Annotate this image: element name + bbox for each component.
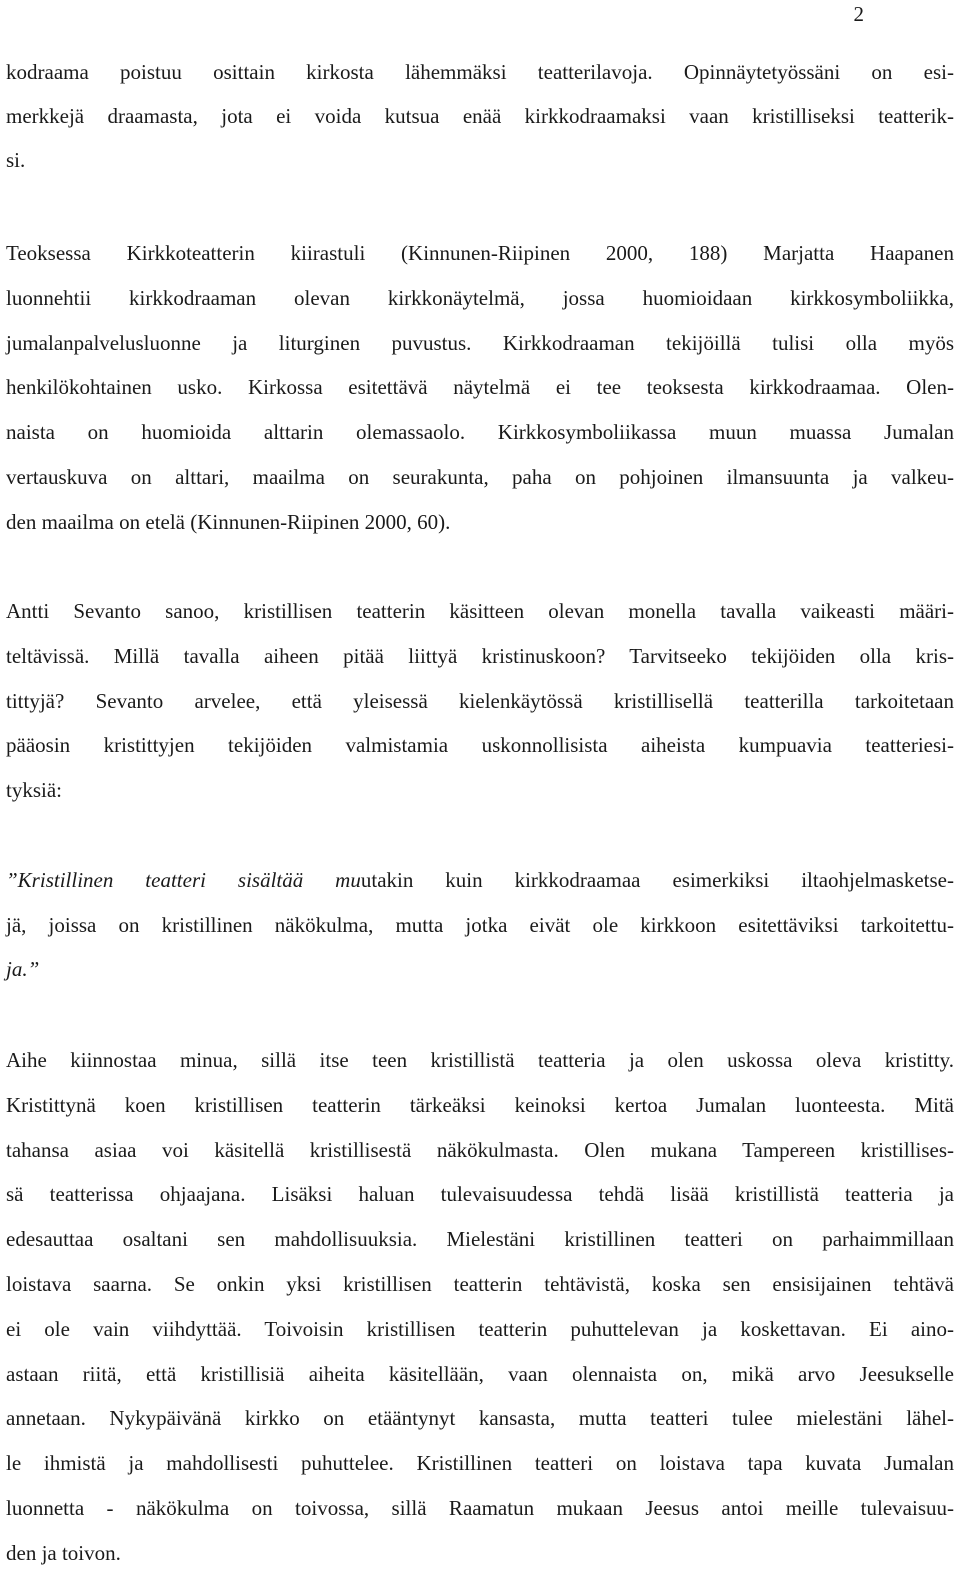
text-line: le ihmistä ja mahdollisesti puhuttelee. Kristillinen teatteri on loistava tapa kuvata Jumalan [6, 1451, 954, 1475]
text-line: loistava saarna. Se onkin yksi kristillisen teatterin tehtävistä, koska sen ensisijainen tehtävä [6, 1272, 954, 1296]
quote-italic-text: ”Kristillinen teatteri sisältää mu [6, 868, 361, 892]
text-line: tahansa asiaa voi käsitellä kristillisestä näkökulmasta. Olen mukana Tampereen kristillises- [6, 1138, 954, 1162]
text-line: luonnetta - näkökulma on toivossa, sillä Raamatun mukaan Jeesus antoi meille tulevaisuu- [6, 1496, 954, 1520]
text-line: vertauskuva on alttari, maailma on seurakunta, paha on pohjoinen ilmansuunta ja valkeu- [6, 465, 954, 489]
text-line: Kristittynä koen kristillisen teatterin tärkeäksi keinoksi kertoa Jumalan luonteesta. Mitä [6, 1093, 954, 1117]
text-line: merkkejä draamasta, jota ei voida kutsua enää kirkkodraamaksi vaan kristilliseksi teatterik- [6, 104, 954, 128]
quote-line [6, 866, 954, 894]
text-line: tittyjä? Sevanto arvelee, että yleisessä kielenkäytössä kristillisellä teatterilla tarkoitetaan [6, 689, 954, 713]
text-line: ei ole vain viihdyttää. Toivoisin kristillisen teatterin puhuttelevan ja koskettavan. Ei aino- [6, 1317, 954, 1341]
text-line: annetaan. Nykypäivänä kirkko on etääntynyt kansasta, mutta teatteri tulee mielestäni lähel- [6, 1406, 954, 1430]
quote-line [6, 955, 954, 983]
text-line: den maailma on etelä (Kinnunen-Riipinen 2000, 60). [6, 510, 451, 534]
quote-line: jä, joissa on kristillinen näkökulma, mutta jotka eivät ole kirkkoon esitettäviksi tarkoitettu- [6, 913, 954, 937]
text-line: sä teatterissa ohjaajana. Lisäksi haluan tulevaisuudessa tehdä lisää kristillistä teatteria ja [6, 1182, 954, 1206]
text-line: teltävissä. Millä tavalla aiheen pitää liittyä kristinuskoon? Tarvitseeko tekijöiden olla kris- [6, 644, 954, 668]
text-line: Antti Sevanto sanoo, kristillisen teatterin käsitteen olevan monella tavalla vaikeasti määri- [6, 599, 954, 623]
text-line: Teoksessa Kirkkoteatterin kiirastuli (Kinnunen-Riipinen 2000, 188) Marjatta Haapanen [6, 241, 954, 265]
text-line: tyksiä: [6, 778, 62, 802]
text-line: den ja toivon. [6, 1541, 121, 1565]
text-line: luonnehtii kirkkodraaman olevan kirkkonäytelmä, jossa huomioidaan kirkkosymboliikka, [6, 286, 954, 310]
text-line: si. [6, 148, 26, 172]
text-line: naista on huomioida alttarin olemassaolo. Kirkkosymboliikassa muun muassa Jumalan [6, 420, 954, 444]
text-line: astaan riitä, että kristillisiä aiheita käsitellään, vaan olennaista on, mikä arvo Jeesukselle [6, 1362, 954, 1386]
text-line: Aihe kiinnostaa minua, sillä itse teen kristillistä teatteria ja olen uskossa oleva kristitty. [6, 1048, 954, 1072]
quote-italic-text: ja.” [6, 957, 40, 981]
quote-text: utakin kuin kirkkodraamaa esimerkiksi iltaohjelmasketse- [360, 868, 954, 892]
page-number: 2 [853, 2, 864, 26]
text-line: edesauttaa osaltani sen mahdollisuuksia. Mielestäni kristillinen teatteri on parhaimmillaan [6, 1227, 954, 1251]
text-line: jumalanpalvelusluonne ja liturginen puvustus. Kirkkodraaman tekijöillä tulisi olla myös [6, 331, 954, 355]
text-line: kodraama poistuu osittain kirkosta lähemmäksi teatterilavoja. Opinnäytetyössäni on esi- [6, 60, 954, 84]
text-line: pääosin kristittyjen tekijöiden valmistamia uskonnollisista aiheista kumpuavia teatteriesi- [6, 733, 954, 757]
text-line: henkilökohtainen usko. Kirkossa esitettävä näytelmä ei tee teoksesta kirkkodraamaa. Olen- [6, 375, 954, 399]
